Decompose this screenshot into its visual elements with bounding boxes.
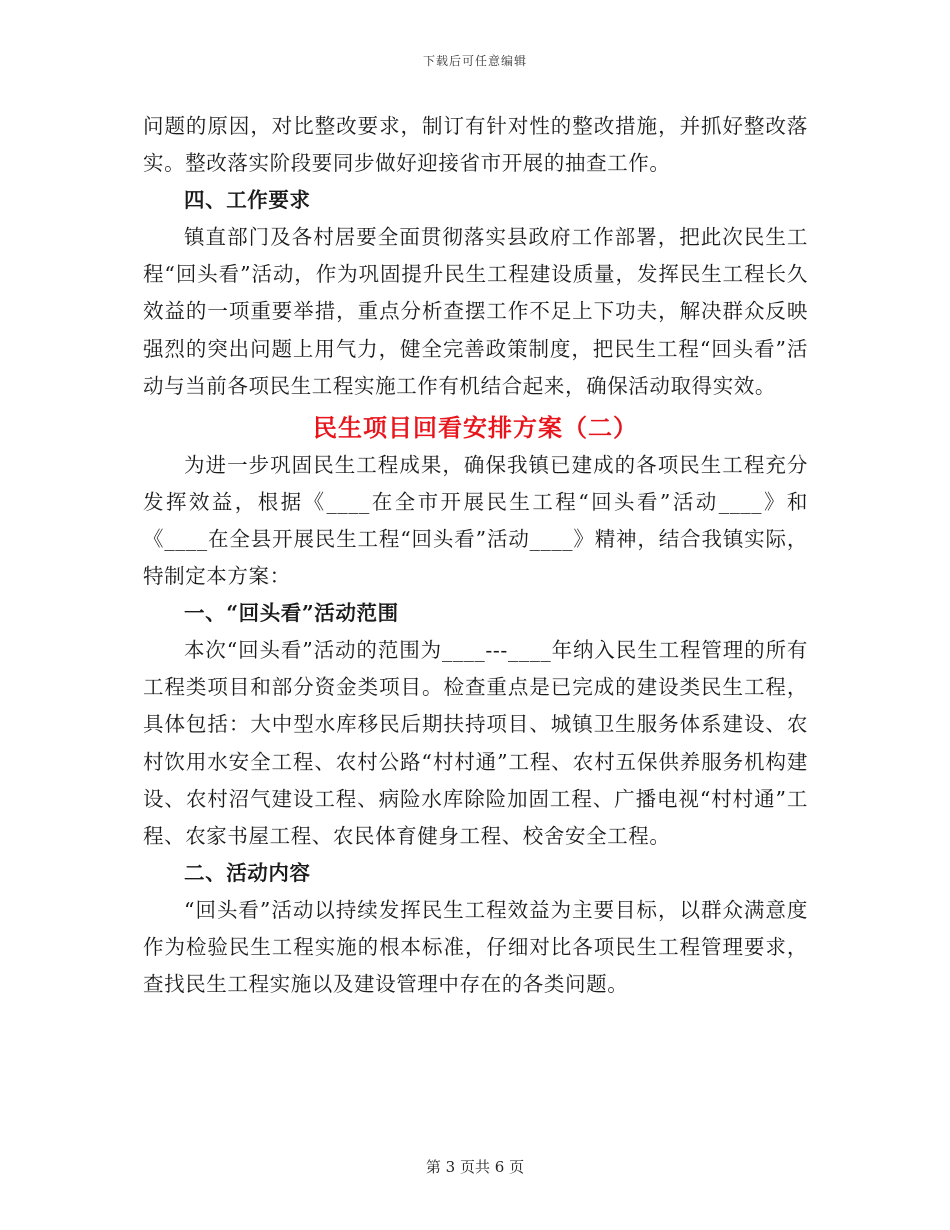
heading-activity-content: 二、活动内容 [184,860,311,885]
paragraph-continuation: 问题的原因，对比整改要求，制订有针对性的整改措施，并抓好整改落实。整改落实阶段要同步做好迎接省市开展的抽查工作。 [143,114,808,176]
page-header-note: 下载后可任意编辑 [422,54,527,68]
page-number: 第 3 页共 6 页 [425,1158,525,1176]
heading-activity-scope: 一、“回头看”活动范围 [184,601,399,626]
paragraph-work-requirements: 镇直部门及各村居要全面贯彻落实县政府工作部署，把此次民生工程“回头看”活动，作为巩固提升民生工程建设质量，发挥民生工程长久效益的一项重要举措，重点分析查摆工作不足上下功夫，解决群众反映强烈的突出问题上用气力，健全完善政策制度，把民生工程“回头看”活动与当前各项民生工程实施工作有机结合起来，确保活动取得实效。 [143,225,808,398]
heading-work-requirements: 四、工作要求 [184,188,311,213]
paragraph-intro: 为进一步巩固民生工程成果，确保我镇已建成的各项民生工程充分发挥效益，根据《____在全市开展民生工程“回头看”活动____》和《____在全县开展民生工程“回头看”活动____》精神，结合我镇实际，特制定本方案： [143,452,808,589]
document-title: 民生项目回看安排方案（二） [313,412,638,442]
paragraph-activity-scope: 本次“回头看”活动的范围为____---____年纳入民生工程管理的所有工程类项目和部分资金类项目。检查重点是已完成的建设类民生工程，具体包括：大中型水库移民后期扶持项目、城镇卫生服务体系建设、农村饮用水安全工程、农村公路“村村通”工程、农村五保供养服务机构建设、农村沼气建设工程、病险水库除险加固工程、广播电视“村村通”工程、农家书屋工程、农民体育健身工程、校舍安全工程。 [143,638,808,848]
document-body [143,108,808,1003]
paragraph-activity-content: “回头看”活动以持续发挥民生工程效益为主要目标，以群众满意度作为检验民生工程实施的根本标准，仔细对比各项民生工程管理要求，查找民生工程实施以及建设管理中存在的各类问题。 [143,897,808,997]
